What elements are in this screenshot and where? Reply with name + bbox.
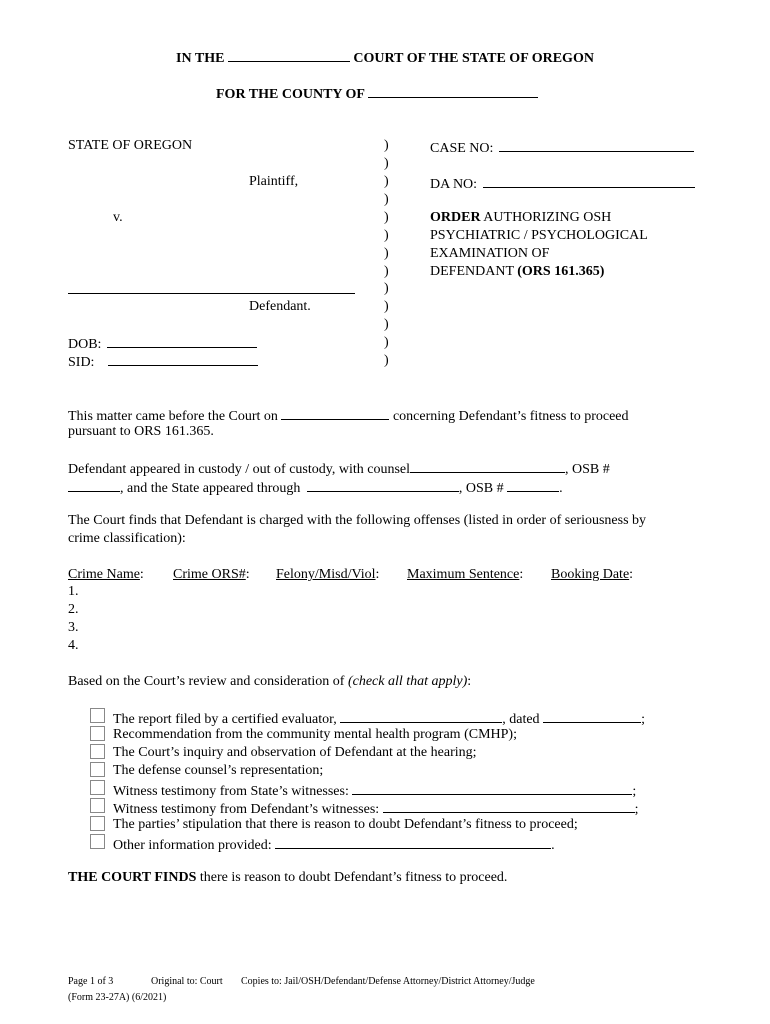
counsel-osb-blank[interactable]: [68, 477, 120, 492]
state-osb-label: , OSB #: [458, 481, 504, 496]
paragraph-charges-line1: The Court finds that Defendant is charged with the following offenses (listed in order of seriousness by: [68, 513, 647, 528]
counsel-name-blank[interactable]: [410, 458, 565, 473]
da-no-line: [430, 173, 695, 194]
check-text: Witness testimony from Defendant’s witnesses:: [113, 802, 380, 817]
appearance-text-c: , and the State appeared through: [120, 481, 301, 496]
caption-paren: ): [384, 353, 389, 368]
state-attorney-blank[interactable]: [307, 477, 459, 492]
caption-paren: ): [384, 174, 389, 189]
caption-paren: ): [384, 317, 389, 332]
review-intro-text: Based on the Court’s review and consideration of: [68, 674, 348, 689]
county-header-line: [216, 83, 538, 104]
caption-paren: ): [384, 138, 389, 153]
court-finds-text: there is reason to doubt Defendant’s fitness to proceed.: [196, 870, 508, 885]
check-label-stipulation: The parties’ stipulation that there is reason to doubt Defendant’s fitness to proceed;: [113, 817, 578, 832]
county-name-blank[interactable]: [368, 83, 538, 98]
caption-paren: ): [384, 192, 389, 207]
hearing-text-b: concerning Defendant’s fitness to proceed: [392, 409, 629, 424]
checkbox-other-info[interactable]: [90, 834, 105, 849]
checkbox-evaluator-report[interactable]: [90, 708, 105, 723]
table-row: 2.: [68, 602, 79, 617]
appearance-text-a: Defendant appeared in custody / out of custody, with counsel: [68, 462, 411, 477]
hearing-date-blank[interactable]: [281, 405, 389, 420]
paragraph-appearance-line1: [68, 458, 610, 479]
court-finds-statement: [68, 869, 507, 887]
case-no-line: [430, 137, 694, 158]
table-row: 4.: [68, 638, 79, 653]
caption-paren: ): [384, 156, 389, 171]
semicolon: ;: [641, 712, 645, 727]
paragraph-appearance-line2: [68, 477, 563, 498]
check-label-defense-counsel: The defense counsel’s representation;: [113, 763, 324, 778]
checkbox-court-inquiry[interactable]: [90, 744, 105, 759]
check-label-cmhp: Recommendation from the community mental health program (CMHP);: [113, 727, 517, 742]
review-intro: [68, 673, 471, 691]
order-title-statute: (ORS 161.365): [517, 264, 605, 279]
plaintiff-name: STATE OF OREGON: [68, 138, 193, 153]
semicolon: ;: [634, 802, 639, 817]
court-header-prefix: IN THE: [176, 51, 225, 66]
caption-paren: ): [384, 228, 389, 243]
header-booking-date-text: Booking Date: [551, 567, 630, 582]
footer-form-number: (Form 23-27A) (6/2021): [68, 992, 167, 1003]
defendant-name-blank[interactable]: [68, 283, 355, 294]
checkbox-cmhp[interactable]: [90, 726, 105, 741]
court-finds-bold: THE COURT FINDS: [68, 870, 197, 885]
case-no-blank[interactable]: [499, 137, 694, 152]
header-crime-ors: Crime ORS#:: [173, 567, 250, 582]
caption-paren: ): [384, 264, 389, 279]
state-witnesses-blank[interactable]: [352, 780, 632, 795]
order-title-line1: [430, 209, 611, 227]
check-label-other-info: [113, 834, 555, 855]
checkbox-stipulation[interactable]: [90, 816, 105, 831]
semicolon: ;: [632, 784, 637, 799]
caption-paren: ): [384, 246, 389, 261]
order-title-rest: AUTHORIZING OSH: [480, 210, 612, 225]
court-header-suffix: COURT OF THE STATE OF OREGON: [353, 51, 594, 66]
table-row: 3.: [68, 620, 79, 635]
county-header-label: FOR THE COUNTY OF: [216, 87, 365, 102]
dated-label: , dated: [502, 712, 540, 727]
hearing-text-a: This matter came before the Court on: [68, 409, 278, 424]
sid-line: [68, 351, 258, 372]
order-title-bold: ORDER: [430, 210, 481, 225]
court-header-line1: [0, 47, 770, 68]
da-no-blank[interactable]: [483, 173, 695, 188]
check-label-court-inquiry: The Court’s inquiry and observation of Defendant at the hearing;: [113, 745, 477, 760]
defendant-witnesses-blank[interactable]: [383, 798, 635, 813]
caption-paren: ): [384, 335, 389, 350]
order-title-line3: EXAMINATION OF: [430, 246, 550, 261]
appearance-period: .: [559, 481, 563, 496]
review-intro-colon: :: [467, 674, 472, 689]
footer-copies: Copies to: Jail/OSH/Defendant/Defense Attorney/District Attorney/Judge: [241, 976, 535, 987]
appearance-osb-label: , OSB #: [565, 462, 610, 477]
checkbox-defense-counsel[interactable]: [90, 762, 105, 777]
state-osb-blank[interactable]: [507, 477, 559, 492]
table-row: 1.: [68, 584, 79, 599]
checkbox-defendant-witnesses[interactable]: [90, 798, 105, 813]
header-crime-ors-text: Crime ORS#: [173, 567, 246, 582]
caption-paren: ): [384, 299, 389, 314]
caption-paren: ): [384, 210, 389, 225]
plaintiff-label: Plaintiff,: [249, 174, 299, 189]
paragraph-hearing-line2: pursuant to ORS 161.365.: [68, 424, 214, 439]
defendant-label: Defendant.: [249, 299, 311, 314]
court-name-blank[interactable]: [228, 47, 350, 62]
report-date-blank[interactable]: [543, 708, 641, 723]
header-classification-text: Felony/Misd/Viol: [276, 567, 376, 582]
da-no-label: DA NO:: [430, 177, 478, 192]
case-no-label: CASE NO:: [430, 141, 494, 156]
footer-page-number: Page 1 of 3: [68, 976, 114, 987]
footer-original: Original to: Court: [151, 976, 223, 987]
review-intro-italic: (check all that apply): [347, 674, 468, 689]
header-max-sentence: Maximum Sentence:: [407, 567, 524, 582]
sid-blank[interactable]: [108, 351, 258, 366]
order-title-defendant: DEFENDANT: [430, 264, 518, 279]
sid-label: SID:: [68, 355, 95, 370]
checkbox-state-witnesses[interactable]: [90, 780, 105, 795]
check-text: Other information provided:: [113, 838, 272, 853]
other-info-blank[interactable]: [275, 834, 551, 849]
header-classification: Felony/Misd/Viol:: [276, 567, 380, 582]
order-title-line4: [430, 263, 604, 281]
evaluator-name-blank[interactable]: [340, 708, 502, 723]
check-text: Witness testimony from State’s witnesses:: [113, 784, 349, 799]
caption-paren: ): [384, 281, 389, 296]
header-booking-date: Booking Date:: [551, 567, 634, 582]
header-max-sentence-text: Maximum Sentence: [407, 567, 520, 582]
versus-label: v.: [113, 210, 123, 225]
header-crime-name: Crime Name:: [68, 567, 144, 582]
period: .: [551, 838, 555, 853]
order-title-line2: PSYCHIATRIC / PSYCHOLOGICAL: [430, 228, 648, 243]
paragraph-charges-line2: crime classification):: [68, 531, 186, 546]
header-crime-name-text: Crime Name: [68, 567, 140, 582]
check-text: The report filed by a certified evaluator,: [113, 712, 337, 727]
dob-blank[interactable]: [107, 333, 257, 348]
dob-label: DOB:: [68, 337, 102, 352]
